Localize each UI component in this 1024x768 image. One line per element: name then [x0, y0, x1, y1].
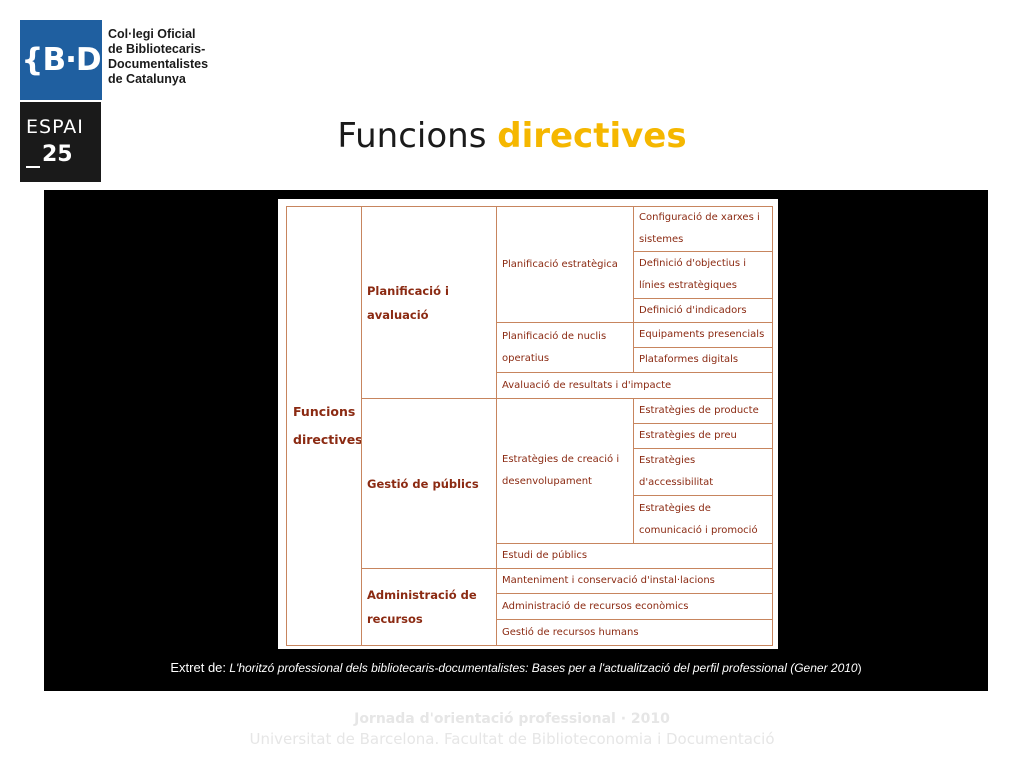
logo-mark: {B·D: [21, 42, 101, 78]
table-level3-cell: Plataformes digitals: [633, 347, 773, 373]
table-level3-cell: Configuració de xarxes i sistemes: [633, 206, 773, 252]
table-level3-cell: Estratègies de producte: [633, 398, 773, 424]
table-level3-cell: Definició d'indicadors: [633, 298, 773, 323]
footer-event: Jornada d'orientació professional · 2010: [354, 711, 670, 727]
title-main: Funcions: [337, 116, 487, 156]
table-level1-cell: Planificació i avaluació: [361, 206, 497, 399]
org-name-line: de Catalunya: [108, 72, 186, 86]
caption-label: Extret de:: [170, 660, 227, 675]
table-level1-cell: Gestió de públics: [361, 398, 497, 569]
espai-label: ESPAI: [26, 116, 84, 138]
table-level3-cell: Definició d'objectius i línies estratègiques: [633, 251, 773, 299]
org-name: [108, 27, 248, 87]
table-level2-cell: Administració de recursos econòmics: [496, 593, 773, 620]
table-level2-cell: Planificació de nuclis operatius: [496, 322, 634, 373]
table-level2-cell: Avaluació de resultats i d'impacte: [496, 372, 773, 399]
title-accent: directives: [497, 116, 687, 156]
table-level2-cell: Estratègies de creació i desenvolupament: [496, 398, 634, 544]
table-level3-cell: Estratègies de comunicació i promoció: [633, 495, 773, 544]
table-level1-cell: Administració de recursos: [361, 568, 497, 646]
org-name-line: de Bibliotecaris-: [108, 42, 206, 56]
functions-table: [278, 199, 778, 649]
slide-title: [0, 116, 1024, 156]
table-level2-cell: Estudi de públics: [496, 543, 773, 569]
table-level3-cell: Estratègies de preu: [633, 423, 773, 449]
footer-institution: Universitat de Barcelona. Facultat de Biblioteconomia i Documentació: [249, 730, 775, 748]
table-level2-cell: Manteniment i conservació d'instal·lacions: [496, 568, 773, 594]
espai-number: 25: [42, 142, 73, 167]
org-name-line: Documentalistes: [108, 57, 209, 71]
table-level2-cell: Planificació estratègica: [496, 206, 634, 323]
espai-underscore: [26, 166, 40, 168]
table-level2-cell: Gestió de recursos humans: [496, 619, 773, 646]
table-level3-cell: Equipaments presencials: [633, 322, 773, 348]
caption-close: ): [857, 661, 862, 675]
source-caption: [44, 660, 988, 675]
table-level3-cell: Estratègies d'accessibilitat: [633, 448, 773, 496]
org-name-line: Col·legi Oficial: [108, 27, 196, 41]
caption-source: L'horitzó professional dels bibliotecaris-documentalistes: Bases per a l'actualització del perfil professional (Gener 2010: [229, 661, 858, 675]
bd-logo: [20, 20, 102, 100]
table-root-cell: Funcions directives: [286, 206, 362, 646]
